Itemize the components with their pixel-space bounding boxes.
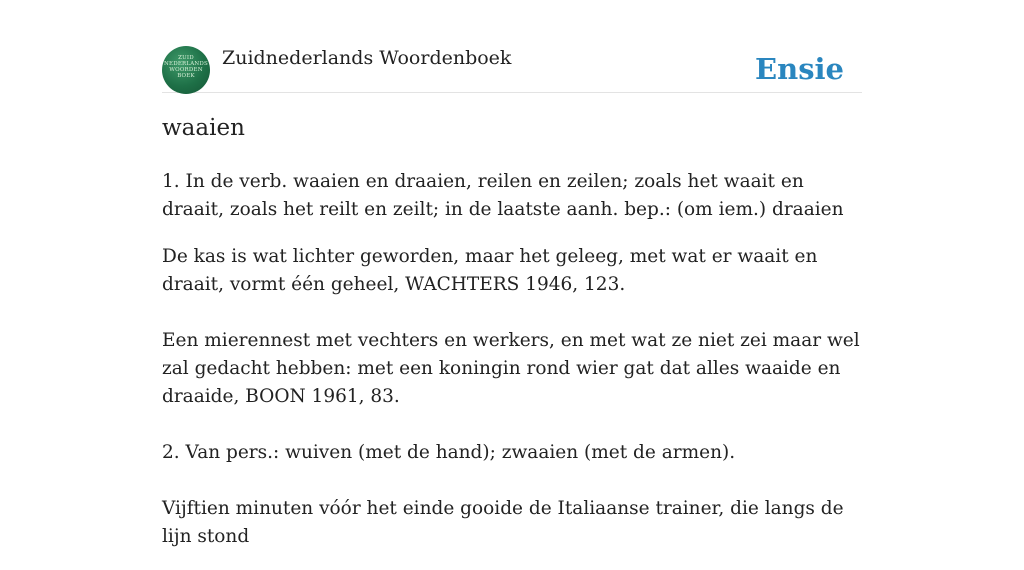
logo-line: BOEK <box>177 73 195 79</box>
entry-title: waaien <box>162 115 245 141</box>
logo-line: ZUID <box>178 55 194 61</box>
logo-lettering <box>162 55 210 79</box>
example-quote: De kas is wat lichter geworden, maar het geleeg, met wat er waait en draait, vormt één geheel, WACHTERS 1946, 123. <box>162 246 818 295</box>
logo-line: NEDERLANDS <box>163 61 208 67</box>
definition-paragraph: 1. In de verb. waaien en draaien, reilen en zeilen; zoals het waait en draait, zoals het reilt en zeilt; in de laatste aanh. bep.: (om iem.) draaien <box>162 171 844 220</box>
site-logo[interactable] <box>162 46 210 94</box>
example-quote: Vijftien minuten vóór het einde gooide de Italiaanse trainer, die langs de lijn stond <box>162 498 844 547</box>
site-name-link[interactable]: Zuidnederlands Woordenboek <box>222 47 512 69</box>
example-quote: Een mierennest met vechters en werkers, en met wat ze niet zei maar wel zal gedacht hebben: met een koningin rond wier gat dat alles waaide en draaide, BOON 1961, 83. <box>162 330 860 407</box>
entry-definition <box>162 168 862 570</box>
definition-paragraph: 2. Van pers.: wuiven (met de hand); zwaaien (met de armen). <box>162 442 736 463</box>
site-header <box>162 44 862 93</box>
logo-line: WOORDEN <box>169 67 203 73</box>
ensie-brand-link[interactable]: Ensie <box>755 52 844 86</box>
